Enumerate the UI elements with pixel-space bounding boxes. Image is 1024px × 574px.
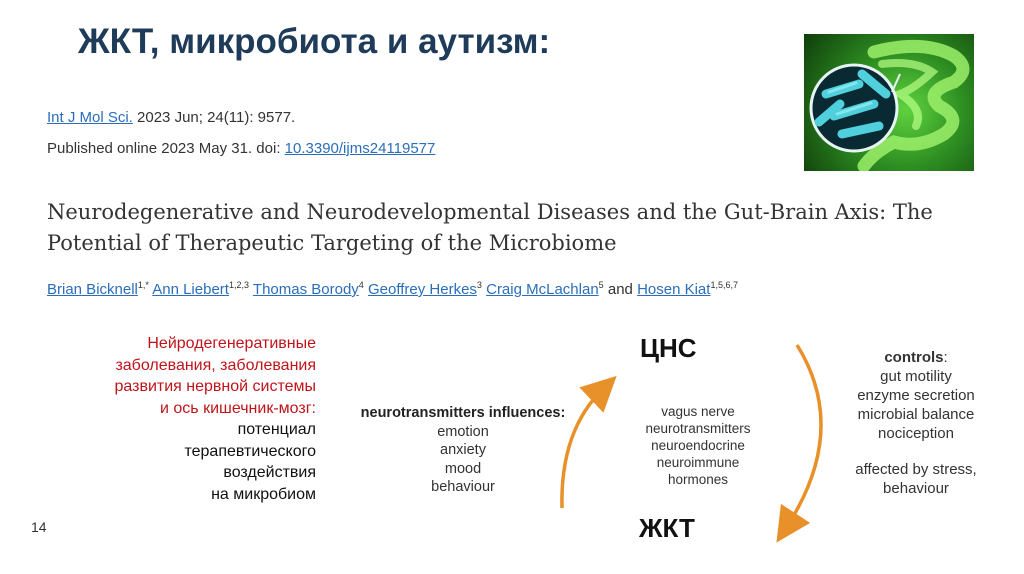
influence-item: behaviour	[431, 479, 495, 495]
doi-link[interactable]: 10.3390/ijms24119577	[284, 140, 436, 157]
summary-black-line: воздействия	[223, 464, 316, 481]
journal-link[interactable]: Int J Mol Sci.	[47, 109, 133, 126]
controls-item: microbial balance	[857, 406, 975, 423]
pathway-item: neuroendocrine	[651, 438, 745, 453]
author-affiliation: 1,5,6,7	[710, 280, 738, 290]
author-link[interactable]: Ann Liebert	[152, 281, 229, 298]
paper-title: Neurodegenerative and Neurodevelopmental Diseases and the Gut-Brain Axis: The Potential of Therapeutic Targeting of the Microbiome	[47, 200, 933, 255]
controls-heading: controls	[884, 349, 944, 366]
pathway-item: hormones	[667, 472, 729, 487]
pathway-item: vagus nerve	[661, 404, 735, 419]
published-prefix: Published online 2023 May 31. doi:	[47, 140, 285, 157]
influence-item: emotion	[437, 423, 489, 440]
journal-issue: 2023 Jun; 24(11): 9577.	[132, 109, 296, 126]
controls-block	[838, 348, 994, 498]
influence-item: anxiety	[440, 442, 486, 458]
page-number: 14	[31, 519, 47, 535]
neurotransmitters-heading: neurotransmitters influences:	[360, 405, 566, 421]
controls-heading-line	[838, 348, 994, 367]
gut-label: ЖКТ	[639, 513, 695, 543]
pathway-item: neuroimmune	[656, 455, 740, 470]
author-affiliation: 5	[598, 280, 604, 290]
controls-item: gut motility	[880, 368, 952, 385]
neurotransmitters-block	[352, 404, 574, 497]
slide-title: ЖКТ, микробиота и аутизм:	[78, 22, 551, 61]
author-affiliation: 1,2,3	[228, 280, 249, 290]
controls-item: nociception	[878, 425, 954, 442]
summary-red-line: заболевания, заболевания	[115, 356, 316, 374]
summary-black-line: терапевтического	[184, 442, 316, 460]
author-affiliation: 1,*	[137, 280, 149, 290]
summary-red-line: развития нервной системы	[114, 378, 316, 395]
author-link[interactable]: Craig McLachlan	[486, 281, 599, 298]
controls-colon: :	[943, 349, 948, 366]
stress-note-line: affected by stress,	[855, 461, 977, 478]
author-link[interactable]: Geoffrey Herkes	[367, 281, 477, 298]
influence-item: mood	[444, 460, 482, 477]
author-separator: and	[603, 281, 638, 298]
summary-red-line: и ось кишечник-мозг:	[160, 399, 316, 417]
summary-black-line: на микробиом	[211, 485, 316, 503]
author-affiliation: 4	[358, 280, 364, 290]
author-link[interactable]: Hosen Kiat	[637, 281, 711, 298]
right-arrow	[786, 345, 821, 528]
author-link[interactable]: Brian Bicknell	[47, 281, 138, 298]
stress-note-line: behaviour	[883, 480, 949, 497]
cns-label: ЦНС	[640, 333, 697, 363]
summary-red-line: Нейродегенеративные	[147, 335, 316, 352]
pathway-item: neurotransmitters	[645, 421, 751, 436]
author-affiliation: 3	[476, 280, 482, 290]
pathways-block	[618, 403, 778, 488]
author-link[interactable]: Thomas Borody	[252, 281, 359, 298]
summary-black-line: потенциал	[237, 421, 316, 438]
controls-item: enzyme secretion	[857, 387, 975, 404]
